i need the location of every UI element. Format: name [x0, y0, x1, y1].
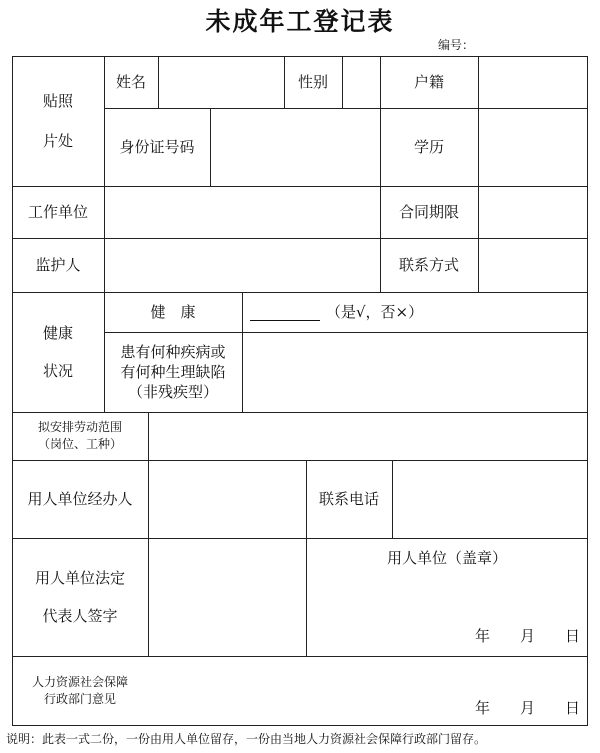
disease-label-line3: （非残疾型）: [127, 383, 218, 402]
health-label-line2: 状况: [42, 362, 73, 380]
disease-label-line1: 患有何种疾病或: [120, 342, 226, 361]
contract-period-input[interactable]: [478, 186, 588, 238]
work-unit-input[interactable]: [104, 186, 380, 238]
employer-seal-label: 用人单位（盖章）: [386, 548, 507, 567]
guardian-input[interactable]: [104, 238, 380, 292]
health-status-label: [12, 292, 104, 412]
contact-method-input[interactable]: [478, 238, 588, 292]
disease-input[interactable]: [242, 332, 588, 412]
hr-dept-date: 年 月 日: [474, 698, 580, 717]
id-number-label: 身份证号码: [119, 137, 195, 156]
gender-label: 性别: [297, 72, 328, 91]
form-title: 未成年工登记表: [205, 7, 395, 36]
hr-dept-opinion-input[interactable]: [148, 656, 588, 698]
contact-method-label: 联系方式: [398, 255, 459, 274]
contact-phone-label: 联系电话: [318, 489, 379, 508]
legal-rep-line2: 代表人签字: [42, 607, 118, 625]
education-input[interactable]: [478, 108, 588, 186]
hr-dept-line2: 行政部门意见: [43, 692, 116, 706]
legal-rep-signature[interactable]: [148, 538, 306, 656]
number-label: 编号：: [438, 38, 475, 52]
id-number-input[interactable]: [210, 108, 380, 186]
gender-input[interactable]: [342, 56, 380, 108]
employer-agent-label: 用人单位经办人: [27, 489, 133, 508]
labor-scope-line2: （岗位、工种）: [37, 437, 122, 451]
photo-label-line1: 贴照: [42, 91, 73, 110]
form-note: 说明：此表一式二份，一份由用人单位留存，一份由当地人力资源社会保障行政部门留存。: [6, 732, 487, 746]
household-input[interactable]: [478, 56, 588, 108]
hr-dept-line1: 人力资源社会保障: [31, 674, 128, 689]
labor-scope-line1: 拟安排劳动范围: [37, 419, 122, 434]
healthy-answer-line[interactable]: [250, 320, 320, 321]
labor-scope-input[interactable]: [148, 412, 588, 460]
health-label-line1: 健康: [42, 323, 73, 342]
employer-agent-input[interactable]: [148, 460, 306, 538]
healthy-label: 健 康: [150, 302, 196, 321]
photo-label-line2: 片处: [42, 132, 73, 150]
name-label: 姓名: [115, 72, 146, 91]
contract-period-label: 合同期限: [398, 202, 459, 221]
disease-label-line2: 有何种生理缺陷: [120, 362, 226, 381]
legal-rep-label: [12, 538, 148, 656]
legal-rep-line1: 用人单位法定: [34, 568, 125, 587]
hr-dept-label: [12, 656, 148, 726]
contact-phone-input[interactable]: [392, 460, 588, 538]
education-label: 学历: [413, 137, 444, 156]
name-input[interactable]: [158, 56, 284, 108]
labor-scope-label: [12, 412, 148, 460]
work-unit-label: 工作单位: [27, 202, 88, 221]
seal-date: 年 月 日: [474, 626, 580, 645]
employer-seal-area[interactable]: [306, 572, 588, 622]
guardian-label: 监护人: [35, 255, 81, 274]
disease-label: [104, 332, 242, 412]
household-label: 户籍: [413, 72, 444, 91]
photo-area[interactable]: [12, 56, 104, 186]
healthy-option-hint: （是√，否×）: [326, 302, 424, 321]
